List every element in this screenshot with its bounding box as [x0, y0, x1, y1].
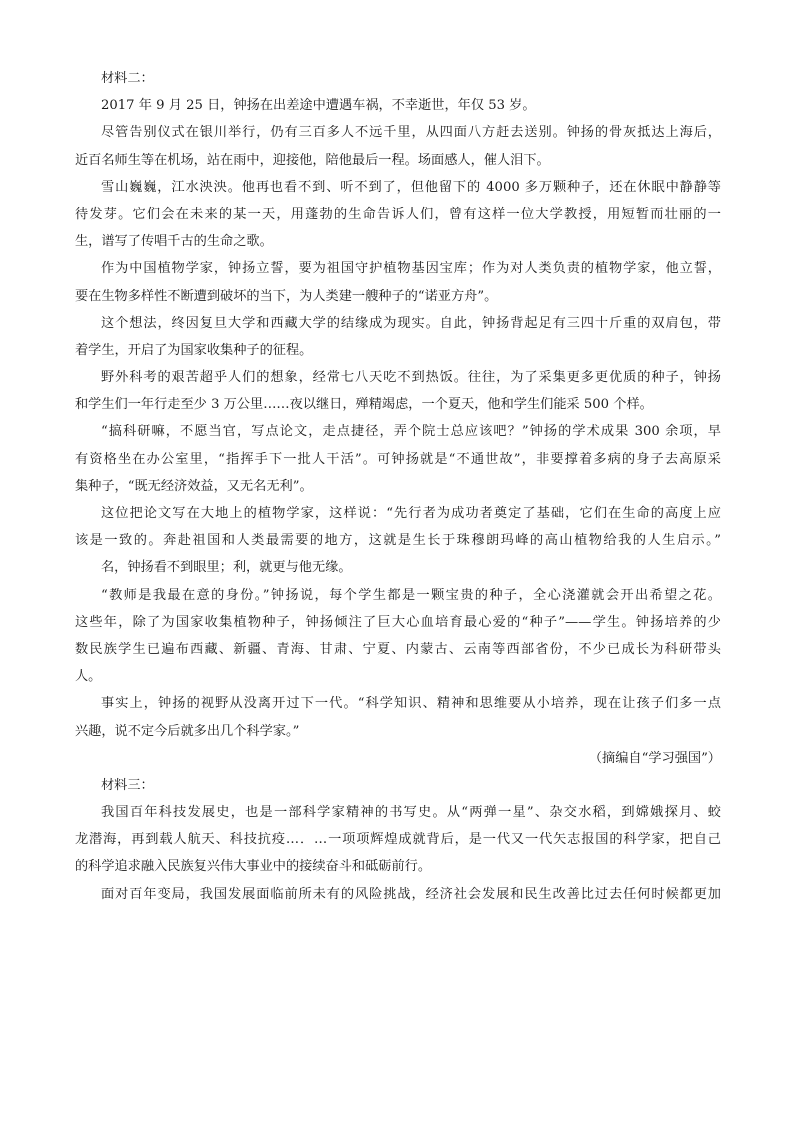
text-line: 集种子，“既无经济效益，又无名无利”。: [75, 478, 313, 494]
text-line: 我国百年科技发展史，也是一部科学家精神的书写史。从“两弹一星”、杂交水稻，到嫦娥探月、蛟: [101, 805, 721, 821]
text-line: 待发芽。它们会在未来的某一天，用蓬勃的生命告诉人们，曾有这样一位大学教授，用短暂而壮丽的一: [75, 206, 721, 222]
text-line: （摘编自“学习强国”）: [588, 750, 721, 766]
text-line: 尽管告别仪式在银川举行，仍有三百多人不远千里，从四面八方赶去送别。钟扬的骨灰抵达上海后，: [101, 125, 721, 141]
text-line: 有资格坐在办公室里，“指挥手下一批人干活”。可钟扬就是“不通世故”，非要撑着多病的身子去高原采: [75, 451, 721, 467]
document-page: [75, 65, 721, 908]
text-line: 和学生们一年行走至少 3 万公里……夜以继日，殚精竭虑，一个夏天，他和学生们能采 500 个样。: [75, 397, 653, 413]
text-line: 兴趣，说不定今后就多出几个科学家。”: [75, 723, 300, 739]
text-line: 人。: [75, 669, 102, 685]
text-line: 这些年，除了为国家收集植物种子，钟扬倾注了巨大心血培育最心爱的“种子”——学生。钟扬培养的少: [75, 614, 721, 630]
text-line: “搞科研嘛，不愿当官，写点论文，走点捷径，弄个院士总应该吧？”钟扬的学术成果 300 余项，早: [101, 424, 721, 440]
text-line: 材料二：: [101, 71, 154, 86]
text-line: 雪山巍巍，江水泱泱。他再也看不到、听不到了，但他留下的 4000 多万颗种子，还在休眠中静静等: [101, 179, 721, 195]
text-line: 该是一致的。奔赴祖国和人类最需要的地方，这就是生长于珠穆朗玛峰的高山植物给我的人生启示。”: [75, 533, 721, 549]
text-line: 要在生物多样性不断遭到破坏的当下，为人类建一艘种子的“诺亚方舟”。: [75, 288, 498, 304]
text-line: 着学生，开启了为国家收集种子的征程。: [75, 342, 313, 358]
text-line: “教师是我最在意的身份。”钟扬说，每个学生都是一颗宝贵的种子，全心浇灌就会开出希望之花。: [101, 587, 721, 603]
text-line: 面对百年变局，我国发展面临前所未有的风险挑战，经济社会发展和民生改善比过去任何时候都更加: [101, 886, 721, 902]
text-line: 生，谱写了传唱千古的生命之歌。: [75, 234, 273, 250]
text-line: 这个想法，终因复旦大学和西藏大学的结缘成为现实。自此，钟扬背起足有三四十斤重的双肩包，带: [101, 315, 721, 331]
text-line: 数民族学生已遍布西藏、新疆、青海、甘肃、宁夏、内蒙古、云南等西部省份，不少已成长为科研带头: [75, 641, 721, 657]
text-line: 材料三：: [101, 777, 154, 793]
text-line: 龙潜海，再到载人航天、科技抗疫…．…一项项辉煌成就背后，是一代又一代矢志报国的科学家，把自己: [75, 832, 721, 848]
text-line: 事实上，钟扬的视野从没离开过下一代。“科学知识、精神和思维要从小培养，现在让孩子们多一点: [101, 696, 721, 712]
text-line: 野外科考的艰苦超乎人们的想象，经常七八天吃不到热饭。往往，为了采集更多更优质的种子，钟扬: [101, 370, 721, 386]
text-line: 近百名师生等在机场，站在雨中，迎接他，陪他最后一程。场面感人，催人泪下。: [75, 152, 550, 168]
text-line: 这位把论文写在大地上的植物学家，这样说：“先行者为成功者奠定了基础，它们在生命的高度上应: [101, 506, 721, 521]
text-line: 的科学追求融入民族复兴伟大事业中的接续奋斗和砥砺前行。: [75, 859, 432, 875]
text-line: 2017 年 9 月 25 日，钟扬在出差途中遭遇车祸，不幸逝世，年仅 53 岁。: [101, 98, 536, 114]
text-line: 名，钟扬看不到眼里；利，就更与他无缘。: [101, 560, 352, 576]
text-line: 作为中国植物学家，钟扬立誓，要为祖国守护植物基因宝库；作为对人类负责的植物学家，他立誓，: [101, 261, 721, 277]
